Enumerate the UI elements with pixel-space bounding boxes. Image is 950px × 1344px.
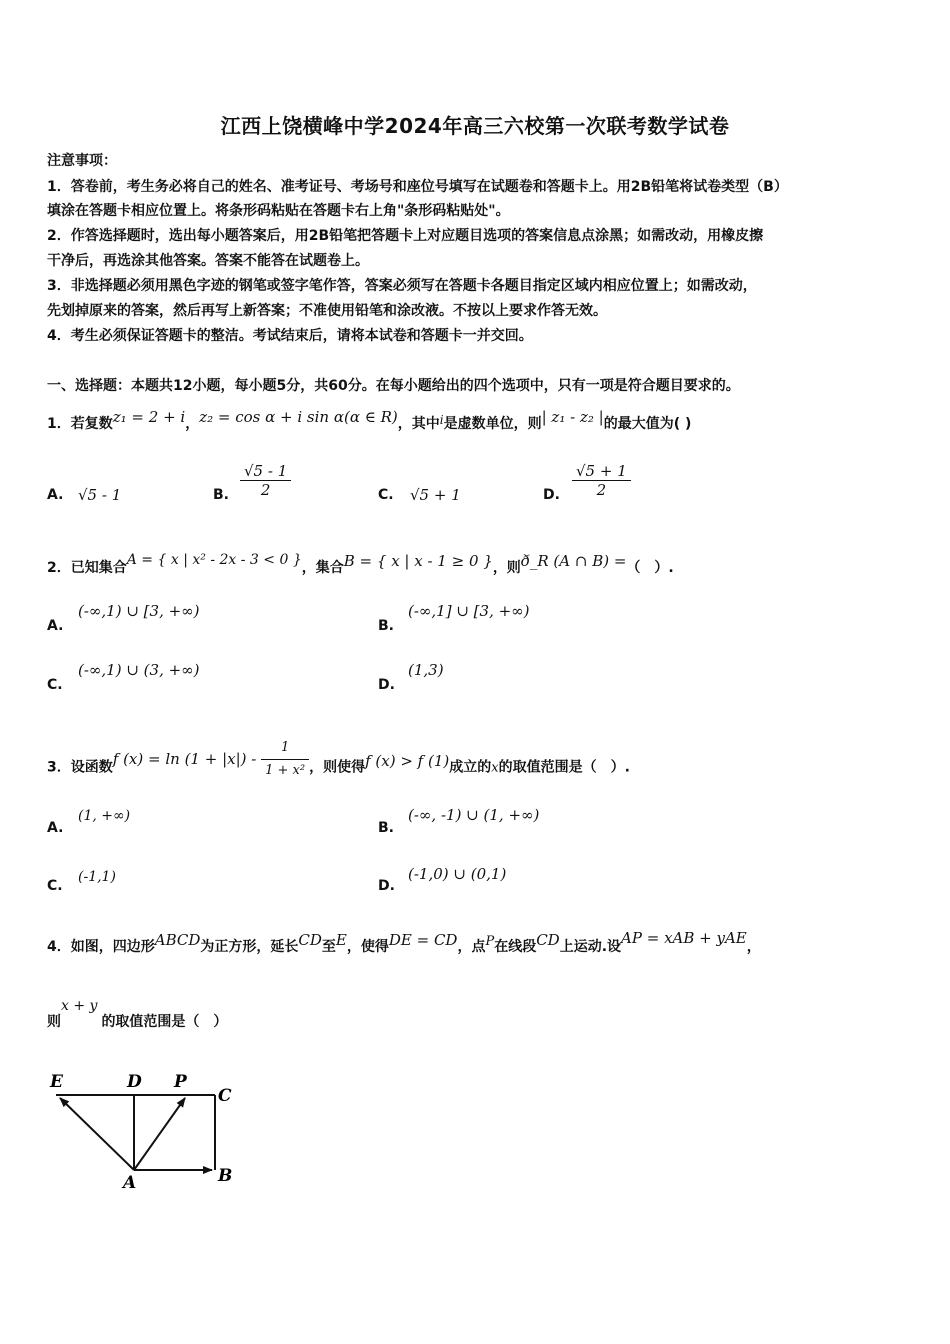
notice-line-1a: 1．答卷前，考生务必将自己的姓名、准考证号、考场号和座位号填写在试题卷和答题卡上。用2B铅笔将试卷类型（B） xyxy=(47,179,788,195)
q4-stem-cont: 则x + y的取值范围是（ ） xyxy=(47,998,228,1030)
q1-imag-unit: i xyxy=(439,413,444,427)
page-title: 江西上饶横峰中学2024年高三六校第一次联考数学试卷 xyxy=(220,114,730,138)
q4-vector-eq: AP = xAB + yAE xyxy=(621,929,747,947)
label-p: P xyxy=(174,1072,187,1092)
q4-stem: 4．如图，四边形ABCD为正方形，延长CD至E，使得DE = CD，点P在线段CD上运动.设AP = xAB + yAE， xyxy=(47,929,761,955)
q1-option-c[interactable]: √5 + 1 xyxy=(410,486,461,504)
q3-option-a[interactable]: (1, +∞) xyxy=(78,808,131,824)
q1-option-d-label[interactable]: D. xyxy=(543,487,560,503)
q3-variable: x xyxy=(491,760,499,776)
q2-option-a[interactable]: (-∞,1) ∪ [3, +∞) xyxy=(78,602,200,620)
q2-option-b-label[interactable]: B. xyxy=(378,618,394,634)
label-d: D xyxy=(127,1072,142,1092)
q1-option-c-label[interactable]: C. xyxy=(378,487,394,503)
q1-stem: 1．若复数z₁ = 2 + i，z₂ = cos α + i sin α(α ∈ R)，其中i是虚数单位，则| z₁ - z₂ |的最大值为( ) xyxy=(47,408,692,432)
q2-option-c-label[interactable]: C. xyxy=(47,677,63,693)
q3-stem: 3．设函数f (x) = ln (1 + |x|) - $\frac{1}{\text{1 + x²}}$ ，则使得f (x) > f (1)成立的x的取值范围是（ ）. xyxy=(47,745,630,790)
label-b: B xyxy=(218,1166,233,1186)
q3-option-d-label[interactable]: D. xyxy=(378,878,395,894)
notice-line-1b: 填涂在答题卡相应位置上。将条形码粘贴在答题卡右上角"条形码粘贴处"。 xyxy=(47,203,510,219)
q4-figure xyxy=(40,1065,250,1190)
q1-option-a[interactable]: √5 - 1 xyxy=(78,486,122,504)
notice-line-2b: 干净后，再选涂其他答案。答案不能答在试题卷上。 xyxy=(47,253,369,269)
notice-line-3a: 3．非选择题必须用黑色字迹的钢笔或签字笔作答，答案必须写在答题卡各题目指定区域内相应位置上；如需改动， xyxy=(47,278,757,294)
label-e: E xyxy=(50,1072,63,1092)
q3-function: f (x) = ln (1 + |x|) - $\frac{1}{\text{1 + x²}}$ xyxy=(113,750,309,768)
q2-complement: ð_R (A ∩ B) = xyxy=(520,552,627,570)
label-c: C xyxy=(218,1086,232,1106)
q3-option-c-label[interactable]: C. xyxy=(47,878,63,894)
q2-set-b: B = { x | x - 1 ≥ 0 } xyxy=(343,552,493,570)
q3-inequality: f (x) > f (1) xyxy=(365,751,450,770)
q2-option-a-label[interactable]: A. xyxy=(47,618,64,634)
q1-modulus: | z₁ - z₂ | xyxy=(541,408,604,426)
vector-ap xyxy=(134,1098,185,1170)
q2-option-b[interactable]: (-∞,1] ∪ [3, +∞) xyxy=(408,602,530,620)
notice-line-4: 4．考生必须保证答题卡的整洁。考试结束后，请将本试卷和答题卡一并交回。 xyxy=(47,328,533,344)
q1-z2: z₂ = cos α + i sin α(α ∈ R) xyxy=(199,408,398,426)
q4-sum: x + y xyxy=(61,998,98,1014)
q1-option-a-label[interactable]: A. xyxy=(47,487,64,503)
q2-option-d-label[interactable]: D. xyxy=(378,677,395,693)
q3-option-d[interactable]: (-1,0) ∪ (0,1) xyxy=(408,865,507,883)
q1-option-b-label[interactable]: B. xyxy=(213,487,229,503)
section-heading: 一、选择题：本题共12小题，每小题5分，共60分。在每小题给出的四个选项中，只有一项是符合题目要求的。 xyxy=(47,378,740,394)
q2-option-c[interactable]: (-∞,1) ∪ (3, +∞) xyxy=(78,661,200,679)
q1-option-b[interactable]: $\frac{√5 - 1}{2}$ xyxy=(240,462,291,499)
q1-option-d[interactable]: $\frac{√5 + 1}{2}$ xyxy=(572,462,631,499)
q3-option-a-label[interactable]: A. xyxy=(47,820,64,836)
q3-option-c[interactable]: (-1,1) xyxy=(78,869,116,885)
q2-stem: 2．已知集合A = { x | x² - 2x - 3 < 0 }，集合B = { x | x - 1 ≥ 0 }，则ð_R (A ∩ B) =（ ）. xyxy=(47,552,674,576)
q2-option-d[interactable]: (1,3) xyxy=(408,661,444,679)
q3-option-b[interactable]: (-∞, -1) ∪ (1, +∞) xyxy=(408,806,540,824)
q3-option-b-label[interactable]: B. xyxy=(378,820,394,836)
q1-z1: z₁ = 2 + i xyxy=(112,408,186,426)
label-a: A xyxy=(123,1173,137,1190)
vector-ae xyxy=(60,1098,134,1170)
notice-heading: 注意事项： xyxy=(47,153,117,169)
q2-set-a: A = { x | x² - 2x - 3 < 0 } xyxy=(126,552,302,568)
notice-line-2a: 2．作答选择题时，选出每小题答案后，用2B铅笔把答题卡上对应题目选项的答案信息点涂黑；如需改动，用橡皮擦 xyxy=(47,228,764,244)
notice-line-3b: 先划掉原来的答案，然后再写上新答案；不准使用铅笔和涂改液。不按以上要求作答无效。 xyxy=(47,303,607,319)
